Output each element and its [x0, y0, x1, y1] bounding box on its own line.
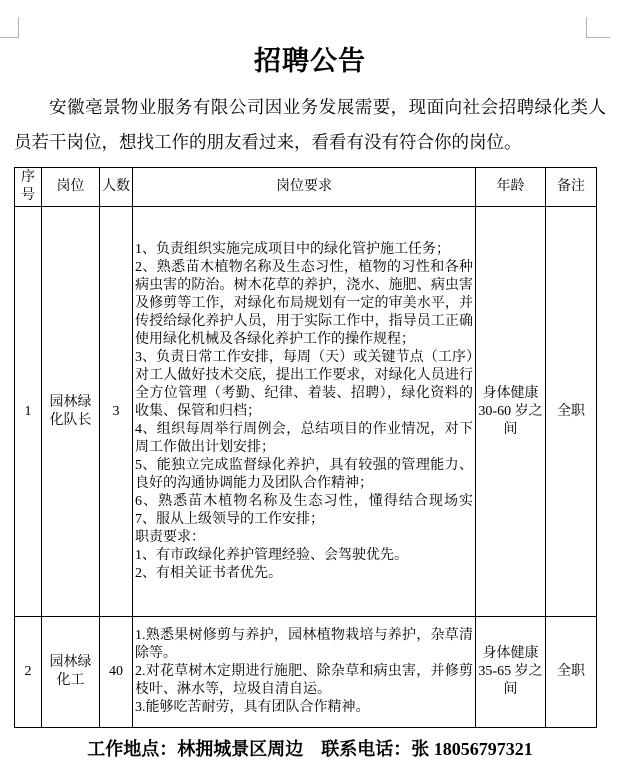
page-margin-mark-top-left [0, 17, 19, 38]
cell-note: 全职 [546, 207, 597, 617]
requirement-line: 职责要求： [135, 529, 205, 545]
job-table [14, 167, 597, 728]
requirement-line: 6、熟悉苗木植物名称及生态习性，懂得结合现场实 7、服从上级领导的工作安排； [135, 493, 473, 527]
cell-age: 身体健康 30-60 岁之间 [476, 207, 546, 617]
cell-count: 40 [100, 617, 133, 728]
cell-requirements [133, 617, 476, 728]
cell-position: 园林绿化队长 [42, 207, 100, 617]
requirement-line: 5、能独立完成监督绿化养护，具有较强的管理能力、良好的沟通协调能力及团队合作精神； [135, 457, 473, 491]
cell-no: 2 [15, 617, 42, 728]
col-header-position: 岗位 [42, 168, 100, 207]
table-row-2 [15, 617, 597, 728]
col-header-requirements: 岗位要求 [133, 168, 476, 207]
contact-footer: 工作地点：林拥城景区周边 联系电话：张 18056797321 [87, 739, 533, 759]
requirement-line: 3.能够吃苦耐劳，具有团队合作精神。 [135, 700, 370, 715]
requirement-line: 1、负责组织实施完成项目中的绿化管护施工任务； [135, 241, 450, 257]
requirement-line: 1.熟悉果树修剪与养护，园林植物栽培与养护，杂草清除等。 [135, 628, 473, 661]
requirement-line: 2、有相关证书者优先。 [135, 565, 282, 581]
requirement-line: 2.对花草树木定期进行施肥、除杂草和病虫害，并修剪枝叶、淋水等，垃圾自清自运。 [135, 664, 473, 697]
requirement-line: 3、负责日常工作安排，每周（天）或关键节点（工序）对工人做好技术交底，提出工作要求，对绿化人员进行全方位管理（考勤、纪律、着装、招聘），绿化资料的收集、保管和归档； [135, 349, 473, 419]
requirement-line: 4、组织每周举行周例会，总结项目的作业情况，对下周工作做出计划安排； [135, 421, 473, 455]
cell-position: 园林绿化工 [42, 617, 100, 728]
table-header-row [15, 168, 597, 207]
intro-paragraph: 安徽亳景物业服务有限公司因业务发展需要，现面向社会招聘绿化类人员若干岗位，想找工作的朋友看过来，看看有没有符合你的岗位。 [14, 97, 606, 152]
cell-requirements [133, 207, 476, 617]
requirement-line: 1、有市政绿化养护管理经验、会驾驶优先。 [135, 547, 408, 563]
requirement-line: 2、熟悉苗木植物名称及生态习性，植物的习性和各种病虫害的防治。树木花草的养护，浇水、施肥、病虫害及修剪等工作，对绿化布局规划有一定的审美水平，并传授给绿化养护人员，用于实际工作中，指导员工正确使用绿化机械及各绿化养护工作的操作规程； [135, 259, 473, 347]
col-header-age: 年龄 [476, 168, 546, 207]
col-header-count: 人数 [100, 168, 133, 207]
cell-age: 身体健康 35-65 岁之间 [476, 617, 546, 728]
cell-no: 1 [15, 207, 42, 617]
col-header-no: 序号 [15, 168, 42, 207]
col-header-note: 备注 [546, 168, 597, 207]
table-row-1 [15, 207, 597, 617]
cell-note: 全职 [546, 617, 597, 728]
cell-count: 3 [100, 207, 133, 617]
page-title: 招聘公告 [254, 46, 366, 76]
page-margin-mark-top-right [586, 17, 610, 38]
